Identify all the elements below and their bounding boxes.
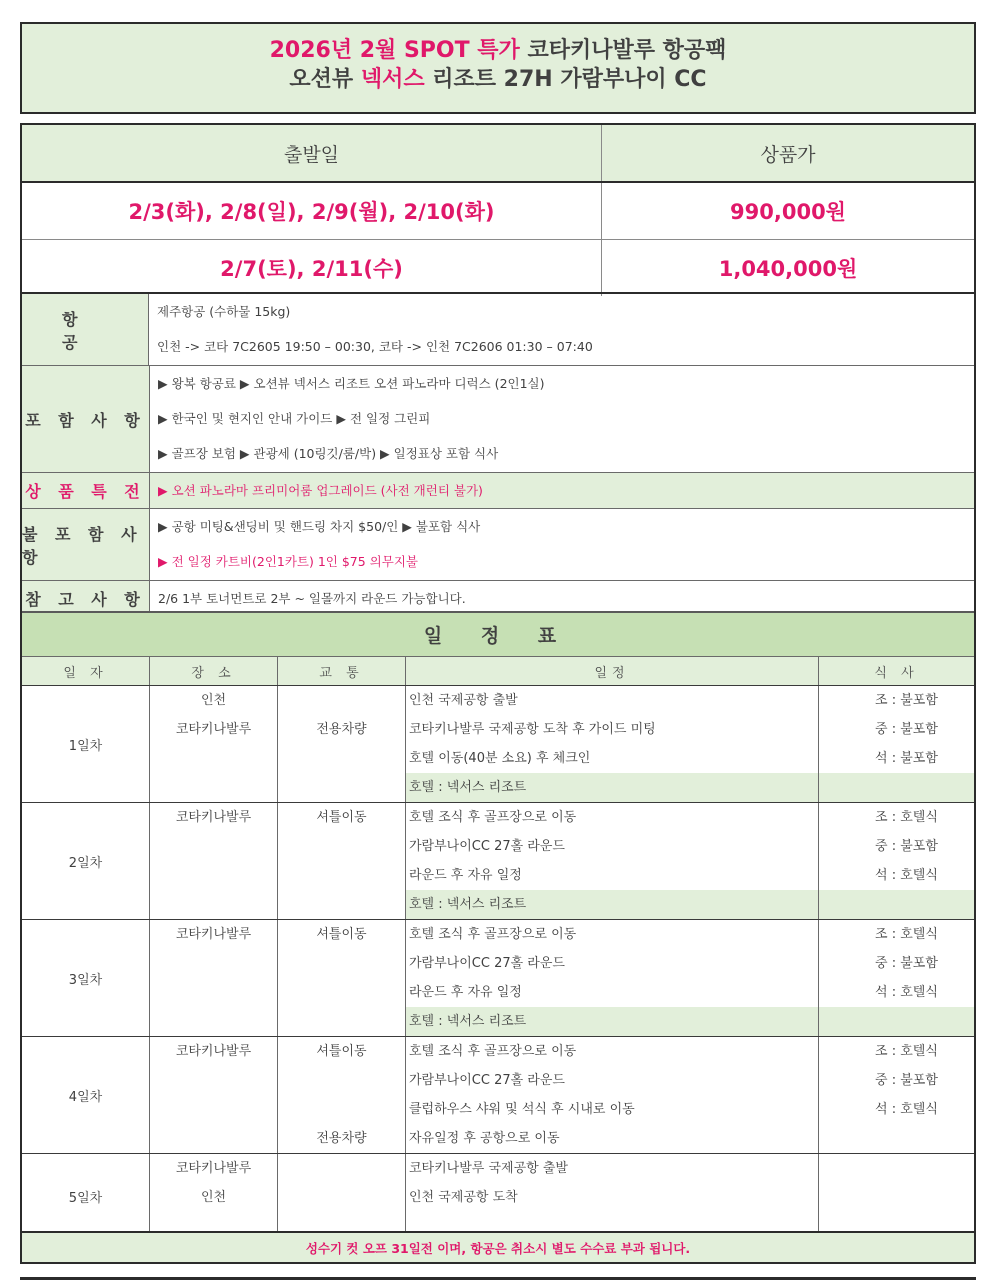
info-label-included: 포 함 사 항 [22,366,150,472]
day-label: 3일차 [22,920,150,1036]
hotel-line: 호텔 : 넥서스 리조트 [406,1007,818,1036]
header-departure-date: 출발일 [22,125,602,181]
resort-highlight: 넥서스 [360,67,425,92]
header-schedule: 일정 [406,657,819,685]
golf-round: 가람부나이CC 27홀 라운드 [409,956,565,971]
header-transport: 교 통 [278,657,406,685]
info-row-notes: 참 고 사 항 2/6 1부 토너먼트로 2부 ~ 일몰까지 라운드 가능합니다. [22,581,974,616]
itinerary-day-3: 3일차 코타키나발루 셔틀이동 호텔 조식 후 골프장으로 이동 가람부나이CC 27홀 라운드 라운드 후 자유 일정 호텔 : 넥서스 리조트 조 : 호텔식 중 : 불포함 석 : 호텔식 [22,920,974,1037]
title-line-1: 2026년 2월 SPOT 특가 코타키나발루 항공팩 [269,38,727,63]
info-label-notes: 참 고 사 항 [22,581,150,616]
info-row-excluded: 불 포 함 사 항 ▶ 공항 미팅&샌딩비 및 핸드링 차지 $50/인 ▶ 불포함 식사 ▶ 전 일정 카트비(2인1카트) 1인 $75 의무지불 [22,509,974,581]
itinerary-day-1: 1일차 인천 코타키나발루 전용차량 인천 국제공항 출발 코타키나발루 국제공항 도착 후 가이드 미팅 호텔 이동(40분 소요) 후 체크인 호텔 : 넥서스 리조트 조 : 불포함 중 : 불포함 석 : 불포함 [22,686,974,803]
info-label-special: 상 품 특 전 [22,473,150,508]
title-line-2: 오션뷰 넥서스 리조트 27H 가람부나이 CC [289,67,707,92]
itinerary-header [22,657,974,686]
title-highlight: 2026년 2월 SPOT 특가 [269,38,520,63]
info-row-special: 상 품 특 전 ▶ 오션 파노라마 프리미어룸 업그레이드 (사전 개런티 불가) [22,473,974,509]
info-label-flight: 항 공 [22,294,149,365]
title-banner [20,22,976,114]
price-value: 990,000원 [730,200,846,224]
product-info [20,292,976,616]
departure-dates: 2/3(화), 2/8(일), 2/9(월), 2/10(화) [22,183,602,239]
itinerary-day-2: 2일차 코타키나발루 셔틀이동 호텔 조식 후 골프장으로 이동 가람부나이CC 27홀 라운드 라운드 후 자유 일정 호텔 : 넥서스 리조트 조 : 호텔식 중 : 불포함 석 : 호텔식 [22,803,974,920]
info-label-excluded: 불 포 함 사 항 [22,509,150,580]
golf-round: 가람부나이CC 27홀 라운드 [409,1073,565,1088]
header-meals: 식 사 [874,665,919,681]
info-row-included: 포 함 사 항 ▶ 왕복 항공료 ▶ 오션뷰 넥서스 리조트 오션 파노라마 디럭스 (2인1실) ▶ 한국인 및 현지인 안내 가이드 ▶ 전 일정 그린피 ▶ 골프장 보험 ▶ 관광세 (10링깃/룸/박) ▶ 일정표상 포함 식사 [22,366,974,473]
golf-round: 가람부나이CC 27홀 라운드 [409,839,565,854]
price-table-header [22,125,974,183]
hotel-line: 호텔 : 넥서스 리조트 [406,890,818,919]
itinerary-table [20,611,976,1238]
price-row [22,240,974,296]
day-label: 1일차 [22,686,150,802]
day-label: 5일차 [22,1154,150,1238]
itinerary-title: 일 정 표 [22,611,974,657]
header-day: 일 자 [22,657,150,685]
departure-dates: 2/7(토), 2/11(수) [22,240,602,296]
header-place: 장 소 [150,657,278,685]
info-row-flight: 항 공 제주항공 (수하물 15kg) 인천 -> 코타 7C2605 19:50 – 00:30, 코타 -> 인천 7C2606 01:30 – 07:40 [22,294,974,366]
itinerary-day-4: 4일차 코타키나발루 셔틀이동 전용차량 호텔 조식 후 골프장으로 이동 가람부나이CC 27홀 라운드 클럽하우스 샤워 및 석식 후 시내로 이동 자유일정 후 공항으로 이동 조 : 호텔식 중 : 불포함 석 : 호텔식 [22,1037,974,1154]
header-price: 상품가 [760,143,816,166]
price-table [20,123,976,296]
day-label: 4일차 [22,1037,150,1153]
itinerary-day-5: 5일차 코타키나발루 인천 코타키나발루 국제공항 출발 인천 국제공항 도착 [22,1154,974,1238]
price-row [22,183,974,240]
cancellation-notice: 성수기 컷 오프 31일전 이며, 항공은 취소시 별도 수수료 부과 됩니다. [20,1231,976,1264]
price-value: 1,040,000원 [718,257,858,281]
day-label: 2일차 [22,803,150,919]
hotel-line: 호텔 : 넥서스 리조트 [406,773,818,802]
